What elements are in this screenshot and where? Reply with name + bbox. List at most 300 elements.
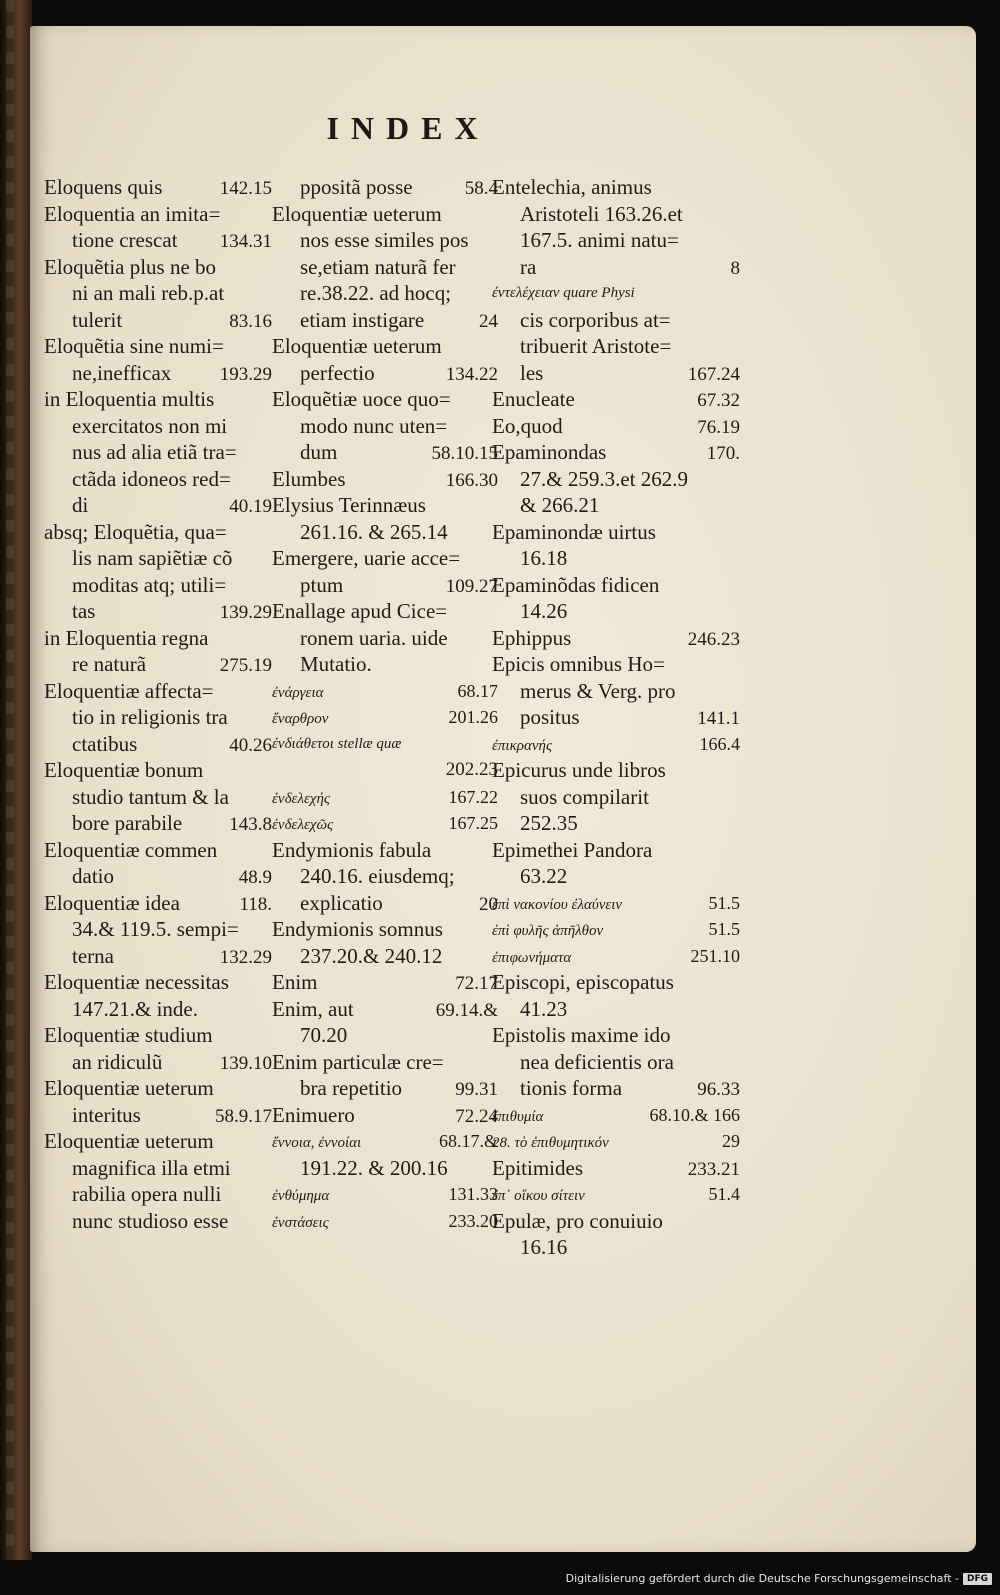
index-entry bbox=[44, 678, 272, 705]
index-entry bbox=[272, 386, 498, 413]
entry-text: studio tantum & la bbox=[72, 784, 229, 809]
entry-page-ref: 99.31 bbox=[455, 1079, 498, 1100]
index-entry bbox=[492, 757, 740, 784]
entry-text: lis nam sapiẽtiæ cõ bbox=[72, 546, 233, 570]
index-entry bbox=[492, 863, 740, 890]
entry-text: Enim particulæ cre= bbox=[272, 1049, 444, 1074]
book-page bbox=[30, 26, 976, 1552]
entry-page-ref: 166.30 bbox=[445, 469, 498, 491]
entry-text: Enimuero bbox=[272, 1102, 355, 1127]
index-entry bbox=[44, 784, 272, 811]
entry-page-ref: 40.26 bbox=[229, 734, 272, 756]
entry-page-ref: 29 bbox=[722, 1131, 740, 1151]
entry-text: Epaminõdas fidicen bbox=[492, 572, 660, 597]
index-entry bbox=[272, 651, 498, 678]
index-entry bbox=[272, 545, 498, 572]
entry-text: Eloquẽtiæ uoce quo= bbox=[272, 387, 451, 411]
index-entry bbox=[272, 572, 498, 599]
index-entry bbox=[44, 492, 272, 519]
entry-text: absq; Eloquẽtia, qua= bbox=[44, 519, 227, 544]
index-entry bbox=[44, 174, 272, 201]
entry-text: Eloquentia an imita= bbox=[44, 201, 221, 226]
index-entry bbox=[44, 307, 272, 334]
index-entry bbox=[272, 1075, 498, 1102]
entry-text: magnifica illa etmi bbox=[72, 1155, 231, 1180]
entry-text: tas bbox=[72, 599, 96, 623]
index-entry bbox=[492, 837, 740, 864]
entry-text: 147.21.& inde. bbox=[72, 996, 198, 1021]
index-entry bbox=[272, 254, 498, 281]
index-entry bbox=[44, 227, 272, 254]
entry-text: tulerit bbox=[72, 307, 123, 332]
index-entry bbox=[44, 863, 272, 890]
entry-page-ref: 233.20 bbox=[448, 1210, 498, 1231]
entry-text: ἐνδελεχῶς bbox=[272, 817, 334, 833]
entry-page-ref: 167.24 bbox=[687, 363, 740, 385]
entry-text: ἔναρθρον bbox=[272, 711, 329, 727]
entry-text: Elumbes bbox=[272, 466, 346, 491]
entry-text: ἐπικρανής bbox=[492, 737, 553, 754]
entry-text: 27.& 259.3.et 262.9 bbox=[520, 466, 688, 491]
entry-text: ἐπὶ νακονίου ἐλαύνειν bbox=[492, 896, 623, 913]
index-entry bbox=[492, 227, 740, 254]
index-entry bbox=[492, 572, 740, 599]
entry-page-ref: 251.10 bbox=[690, 945, 740, 966]
index-entry bbox=[492, 916, 740, 943]
index-entry bbox=[44, 1208, 272, 1235]
entry-page-ref: 51.5 bbox=[708, 892, 740, 913]
entry-page-ref: 131.33 bbox=[448, 1184, 498, 1204]
entry-text: 167.5. animi natu= bbox=[520, 228, 679, 252]
index-column-2 bbox=[272, 174, 498, 1234]
entry-text: datio bbox=[72, 864, 114, 888]
entry-text: Enim bbox=[272, 970, 318, 994]
entry-text: & 266.21 bbox=[520, 493, 600, 517]
entry-page-ref: 72.17 bbox=[455, 973, 498, 994]
entry-text: Epaminondas bbox=[492, 440, 607, 464]
entry-page-ref: 76.19 bbox=[697, 416, 740, 438]
entry-text: positus bbox=[520, 705, 580, 729]
entry-text: Eloquẽtia sine numi= bbox=[44, 334, 224, 358]
entry-text: 63.22 bbox=[520, 864, 568, 888]
entry-text: dum bbox=[300, 440, 338, 464]
index-entry bbox=[44, 386, 272, 413]
index-entry bbox=[272, 519, 498, 546]
index-entry bbox=[492, 1128, 740, 1155]
entry-text: Eloquentiæ necessitas bbox=[44, 970, 229, 994]
index-entry bbox=[492, 651, 740, 678]
index-entry bbox=[272, 678, 498, 705]
index-entry bbox=[44, 1075, 272, 1102]
entry-page-ref: 201.26 bbox=[448, 707, 498, 727]
index-entry bbox=[492, 333, 740, 360]
entry-text: Eloquentiæ ueterum bbox=[272, 334, 442, 358]
entry-text: suos compilarit bbox=[520, 784, 649, 809]
entry-text: Enucleate bbox=[492, 387, 575, 411]
entry-page-ref: 72.24 bbox=[455, 1105, 498, 1127]
index-entry bbox=[492, 1155, 740, 1182]
entry-page-ref: 58.10.15 bbox=[431, 443, 498, 464]
index-entry bbox=[492, 1049, 740, 1076]
index-entry bbox=[492, 254, 740, 281]
entry-text: in Eloquentia multis bbox=[44, 387, 215, 411]
index-entry bbox=[272, 466, 498, 493]
index-entry bbox=[492, 1102, 740, 1129]
entry-text: Eloquens quis bbox=[44, 175, 163, 199]
index-entry bbox=[44, 360, 272, 387]
entry-text: Mutatio. bbox=[300, 652, 372, 676]
entry-text: nos esse similes pos bbox=[300, 228, 469, 252]
entry-text: 261.16. & 265.14 bbox=[300, 519, 448, 544]
index-entry bbox=[272, 810, 498, 837]
index-entry bbox=[44, 651, 272, 678]
entry-text: ἐνδιάθετοι stellæ quæ bbox=[272, 735, 402, 752]
entry-text: Eloquentiæ bonum bbox=[44, 758, 204, 782]
entry-text: Endymionis fabula bbox=[272, 837, 432, 862]
entry-text: 237.20.& 240.12 bbox=[300, 943, 443, 968]
entry-page-ref: 51.4 bbox=[708, 1184, 740, 1204]
entry-page-ref: 139.10 bbox=[219, 1052, 272, 1074]
index-entry bbox=[272, 625, 498, 652]
entry-text: ἐντελέχειαν quare Physi bbox=[492, 285, 635, 301]
index-entry bbox=[272, 280, 498, 307]
index-entry bbox=[272, 1181, 498, 1208]
entry-text: ra bbox=[520, 254, 537, 279]
index-entry bbox=[272, 863, 498, 890]
index-entry bbox=[44, 625, 272, 652]
entry-page-ref: 246.23 bbox=[687, 628, 740, 650]
entry-text: Epicurus unde libros bbox=[492, 758, 666, 782]
index-entry bbox=[272, 943, 498, 970]
index-entry bbox=[272, 1049, 498, 1076]
entry-text: Emergere, uarie acce= bbox=[272, 546, 461, 570]
entry-page-ref: 193.29 bbox=[219, 363, 272, 385]
index-entry bbox=[272, 996, 498, 1023]
entry-text: ptum bbox=[300, 572, 344, 597]
index-entry bbox=[44, 598, 272, 625]
index-entry bbox=[492, 1208, 740, 1235]
entry-page-ref: 142.15 bbox=[219, 178, 272, 199]
entry-text: cis corporibus at= bbox=[520, 307, 671, 332]
entry-text: Eloquentiæ ueterum bbox=[272, 201, 442, 226]
index-entry bbox=[492, 492, 740, 519]
index-entry bbox=[492, 810, 740, 837]
index-entry bbox=[492, 943, 740, 970]
entry-text: Epimethei Pandora bbox=[492, 837, 653, 862]
index-entry bbox=[272, 1022, 498, 1049]
entry-text: 16.16 bbox=[520, 1235, 568, 1259]
entry-text: nea deficientis ora bbox=[520, 1049, 674, 1074]
entry-text: interitus bbox=[72, 1102, 141, 1127]
index-entry bbox=[44, 519, 272, 546]
entry-text: re.38.22. ad hocq; bbox=[300, 281, 452, 305]
entry-page-ref: 58.9.17 bbox=[215, 1105, 272, 1127]
entry-text: an ridiculũ bbox=[72, 1049, 163, 1074]
index-entry bbox=[44, 916, 272, 943]
entry-page-ref: 8 bbox=[730, 257, 740, 279]
index-entry bbox=[492, 201, 740, 228]
entry-page-ref: 202.23 bbox=[445, 759, 498, 780]
index-entry bbox=[272, 201, 498, 228]
entry-page-ref: 167.22 bbox=[448, 786, 498, 807]
entry-text: ἐπιθυμία bbox=[492, 1108, 544, 1125]
entry-page-ref: 68.17 bbox=[457, 680, 498, 701]
entry-text: Eloquentiæ idea bbox=[44, 890, 180, 915]
index-entry bbox=[272, 890, 498, 917]
index-entry bbox=[272, 1208, 498, 1235]
entry-text: Entelechia, animus bbox=[492, 175, 652, 199]
index-entry bbox=[44, 466, 272, 493]
index-column-1 bbox=[44, 174, 272, 1234]
index-entry bbox=[44, 413, 272, 440]
index-entry bbox=[492, 1022, 740, 1049]
index-entry bbox=[272, 916, 498, 943]
index-entry bbox=[44, 201, 272, 228]
entry-text: Episcopi, episcopatus bbox=[492, 970, 674, 994]
entry-page-ref: 143.8 bbox=[229, 814, 272, 835]
index-entry bbox=[272, 598, 498, 625]
entry-page-ref: 20 bbox=[479, 893, 498, 915]
index-entry bbox=[492, 280, 740, 307]
entry-page-ref: 167.25 bbox=[448, 813, 498, 833]
entry-text: tribuerit Aristote= bbox=[520, 334, 672, 358]
index-entry bbox=[44, 704, 272, 731]
index-entry bbox=[44, 439, 272, 466]
index-entry bbox=[272, 413, 498, 440]
entry-text: ἐνάργεια bbox=[272, 684, 324, 701]
entry-text: ctãda idoneos red= bbox=[72, 466, 231, 491]
entry-text: tione crescat bbox=[72, 228, 178, 252]
entry-page-ref: 166.4 bbox=[699, 733, 740, 754]
entry-text: Elysius Terinnæus bbox=[272, 493, 426, 517]
index-entry bbox=[492, 704, 740, 731]
footer-credit bbox=[566, 1572, 992, 1585]
index-entry bbox=[44, 572, 272, 599]
entry-text: bore parabile bbox=[72, 811, 183, 835]
entry-text: ne,inefficax bbox=[72, 360, 172, 385]
index-entry bbox=[492, 519, 740, 546]
index-entry bbox=[492, 890, 740, 917]
entry-text: ctatibus bbox=[72, 731, 138, 756]
entry-text: merus & Verg. pro bbox=[520, 678, 676, 703]
entry-text: etiam instigare bbox=[300, 307, 425, 332]
footer-text: Digitalisierung gefördert durch die Deutsche Forschungsgemeinschaft - bbox=[565, 1572, 959, 1585]
entry-text: ἐπὶ φυλῆς ἀπῆλθον bbox=[492, 923, 604, 939]
entry-text: Eloquentiæ studium bbox=[44, 1023, 213, 1047]
index-entry bbox=[492, 969, 740, 996]
index-entry bbox=[272, 784, 498, 811]
index-entry bbox=[272, 704, 498, 731]
index-entry bbox=[272, 757, 498, 784]
entry-page-ref: 139.29 bbox=[219, 602, 272, 623]
index-entry bbox=[272, 1128, 498, 1155]
index-entry bbox=[272, 1102, 498, 1129]
entry-page-ref: 83.16 bbox=[229, 310, 272, 332]
entry-text: Enallage apud Cice= bbox=[272, 599, 448, 623]
entry-page-ref: 68.17.& bbox=[438, 1131, 498, 1151]
entry-page-ref: 134.22 bbox=[445, 363, 498, 385]
entry-page-ref: 40.19 bbox=[229, 496, 272, 517]
book-binding bbox=[0, 0, 32, 1560]
entry-text: Epistolis maxime ido bbox=[492, 1023, 671, 1047]
entry-text: tio in religionis tra bbox=[72, 705, 228, 729]
entry-text: exercitatos non mi bbox=[72, 413, 228, 438]
entry-text: terna bbox=[72, 943, 114, 968]
entry-text: moditas atq; utili= bbox=[72, 572, 227, 597]
index-entry bbox=[272, 492, 498, 519]
entry-text: Epaminondæ uirtus bbox=[492, 519, 656, 544]
entry-text: Epulæ, pro conuiuio bbox=[492, 1208, 663, 1233]
dfg-logo: DFG bbox=[963, 1573, 992, 1585]
index-entry bbox=[44, 333, 272, 360]
entry-page-ref: 141.1 bbox=[697, 708, 740, 729]
entry-page-ref: 24 bbox=[479, 310, 498, 332]
index-entry bbox=[44, 996, 272, 1023]
entry-text: Endymionis somnus bbox=[272, 917, 443, 941]
entry-text: ἐπιφωνήματα bbox=[492, 949, 572, 966]
entry-text: 16.18 bbox=[520, 546, 568, 570]
index-entry bbox=[272, 227, 498, 254]
index-entry bbox=[272, 333, 498, 360]
entry-page-ref: 67.32 bbox=[697, 390, 740, 411]
entry-text: ἔννοια, ἐννοίαι bbox=[272, 1135, 362, 1151]
page-header: INDEX bbox=[326, 110, 490, 146]
index-entry bbox=[492, 996, 740, 1023]
entry-text: nus ad alia etiã tra= bbox=[72, 440, 237, 464]
index-column-3 bbox=[492, 174, 740, 1261]
entry-text: 70.20 bbox=[300, 1023, 348, 1047]
entry-text: Epitimides bbox=[492, 1155, 583, 1180]
index-entry bbox=[492, 360, 740, 387]
entry-text: bra repetitio bbox=[300, 1076, 403, 1100]
entry-text: 252.35 bbox=[520, 811, 578, 835]
entry-page-ref: 170. bbox=[706, 443, 740, 464]
entry-text: Eloquentiæ affecta= bbox=[44, 678, 214, 703]
entry-page-ref: 134.31 bbox=[219, 231, 272, 252]
index-entry bbox=[272, 731, 498, 758]
index-entry bbox=[44, 1102, 272, 1129]
index-entry bbox=[44, 890, 272, 917]
entry-text: re naturã bbox=[72, 652, 147, 676]
index-entry bbox=[492, 439, 740, 466]
index-entry bbox=[272, 360, 498, 387]
entry-text: Eo,quod bbox=[492, 413, 563, 438]
entry-text: 14.26 bbox=[520, 599, 568, 623]
index-entry bbox=[272, 837, 498, 864]
entry-text: Epicis omnibus Ho= bbox=[492, 652, 665, 676]
index-entry bbox=[492, 307, 740, 334]
entry-text: Aristoteli 163.26.et bbox=[520, 201, 683, 226]
entry-text: 28. τὸ ἐπιθυμητικόν bbox=[492, 1135, 609, 1151]
entry-page-ref: 48.9 bbox=[238, 867, 272, 888]
index-entry bbox=[272, 174, 498, 201]
index-entry bbox=[44, 1022, 272, 1049]
index-entry bbox=[44, 810, 272, 837]
index-entry bbox=[492, 678, 740, 705]
entry-text: 34.& 119.5. sempi= bbox=[72, 917, 239, 941]
entry-text: rabilia opera nulli bbox=[72, 1182, 222, 1206]
entry-text: Eloquentiæ commen bbox=[44, 837, 218, 862]
index-entry bbox=[492, 466, 740, 493]
index-entry bbox=[44, 1155, 272, 1182]
entry-text: tionis forma bbox=[520, 1076, 623, 1100]
entry-text: ἐνθύμημα bbox=[272, 1188, 330, 1204]
index-entry bbox=[492, 413, 740, 440]
entry-page-ref: 69.14.& bbox=[435, 999, 498, 1021]
entry-text: Eloquẽtia plus ne bo bbox=[44, 254, 217, 279]
entry-page-ref: 275.19 bbox=[219, 655, 272, 676]
entry-text: 240.16. eiusdemq; bbox=[300, 864, 455, 888]
entry-text: ἐπ᾿ οἴκου σίτειν bbox=[492, 1188, 585, 1204]
index-entry bbox=[272, 1155, 498, 1182]
entry-text: in Eloquentia regna bbox=[44, 625, 209, 650]
entry-page-ref: 51.5 bbox=[708, 919, 740, 939]
index-entry bbox=[272, 969, 498, 996]
index-entry bbox=[492, 1234, 740, 1261]
entry-text: Enim, aut bbox=[272, 996, 354, 1021]
index-entry bbox=[44, 969, 272, 996]
entry-text: ἐνδελεχής bbox=[272, 790, 330, 807]
index-entry bbox=[492, 174, 740, 201]
entry-text: les bbox=[520, 360, 544, 385]
entry-text: ni an mali reb.p.at bbox=[72, 281, 225, 305]
entry-text: perfectio bbox=[300, 360, 375, 385]
binding-edge bbox=[6, 0, 14, 1560]
entry-page-ref: 96.33 bbox=[697, 1079, 740, 1100]
index-entry bbox=[492, 545, 740, 572]
entry-page-ref: 132.29 bbox=[219, 946, 272, 968]
index-entry bbox=[492, 784, 740, 811]
index-entry bbox=[44, 254, 272, 281]
index-entry bbox=[44, 545, 272, 572]
index-entry bbox=[492, 598, 740, 625]
entry-text: di bbox=[72, 493, 89, 517]
entry-page-ref: 233.21 bbox=[687, 1158, 740, 1180]
entry-text: ἐνστάσεις bbox=[272, 1214, 329, 1231]
index-entry bbox=[44, 943, 272, 970]
index-entry bbox=[44, 731, 272, 758]
entry-text: ronem uaria. uide bbox=[300, 625, 448, 650]
index-entry bbox=[492, 731, 740, 758]
entry-text: ppositã posse bbox=[300, 175, 413, 199]
entry-text: 41.23 bbox=[520, 996, 568, 1021]
entry-text: explicatio bbox=[300, 890, 383, 915]
index-entry bbox=[44, 757, 272, 784]
index-entry bbox=[492, 625, 740, 652]
entry-page-ref: 118. bbox=[239, 893, 272, 915]
entry-text: Ephippus bbox=[492, 625, 572, 650]
index-entry bbox=[44, 837, 272, 864]
index-entry bbox=[44, 1181, 272, 1208]
entry-page-ref: 109.27 bbox=[445, 575, 498, 597]
entry-text: 191.22. & 200.16 bbox=[300, 1155, 448, 1180]
entry-text: modo nunc uten= bbox=[300, 413, 448, 438]
index-entry bbox=[44, 1128, 272, 1155]
index-entry bbox=[492, 386, 740, 413]
entry-text: Eloquentiæ ueterum bbox=[44, 1076, 214, 1100]
entry-page-ref: 58.4 bbox=[464, 178, 498, 199]
entry-page-ref: 68.10.& 166 bbox=[649, 1104, 740, 1125]
index-entry bbox=[492, 1181, 740, 1208]
entry-text: se,etiam naturã fer bbox=[300, 254, 456, 279]
index-entry bbox=[272, 307, 498, 334]
entry-text: Eloquentiæ ueterum bbox=[44, 1129, 214, 1153]
index-entry bbox=[492, 1075, 740, 1102]
entry-text: nunc studioso esse bbox=[72, 1208, 229, 1233]
index-entry bbox=[44, 280, 272, 307]
index-entry bbox=[272, 439, 498, 466]
index-entry bbox=[44, 1049, 272, 1076]
